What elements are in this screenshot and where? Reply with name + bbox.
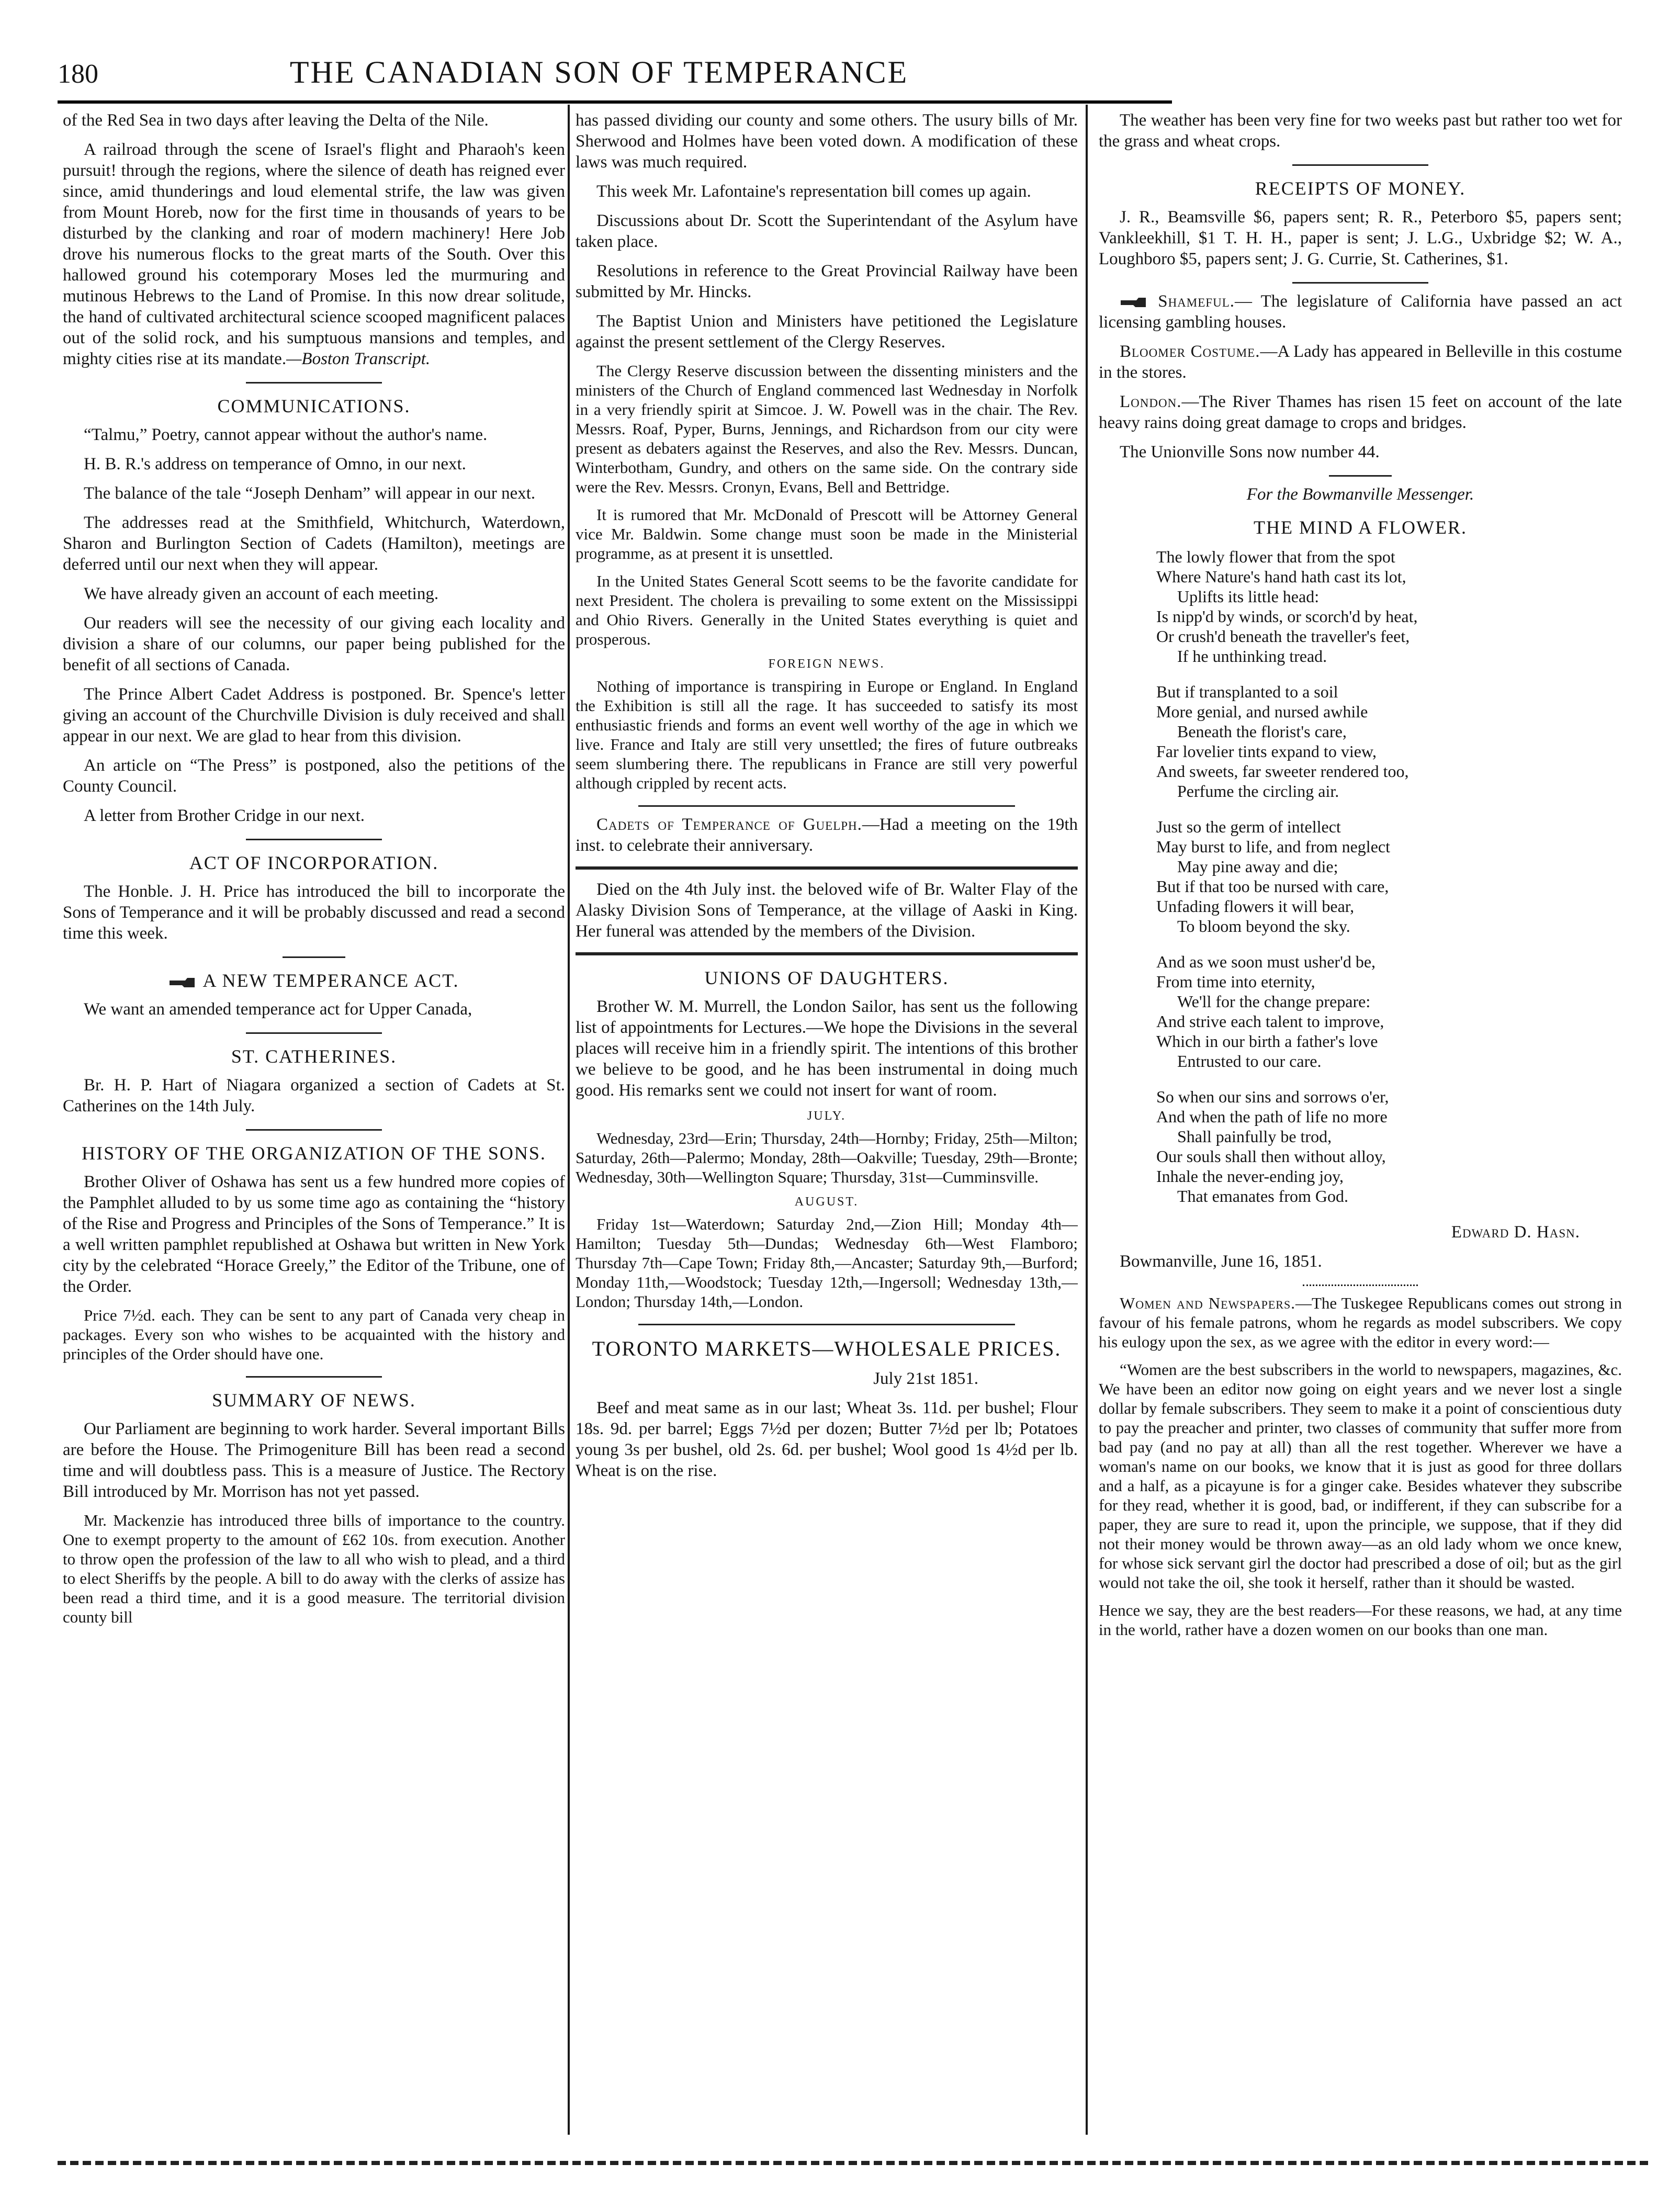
poem-line: Uplifts its little head: [1177,587,1320,606]
poem-line: That emanates from God. [1177,1187,1348,1205]
pointing-hand-icon [168,976,198,989]
article-text: has passed dividing our county and some others. The usury bills of Mr. Sherwood and Holmes have been voted down. A modification of these laws was much required. [576,111,1078,172]
section-heading-foreign: FOREIGN NEWS. [768,657,885,671]
poem-line: Is nipp'd by winds, or scorch'd by heat, [1156,607,1418,626]
poem-line: Unfading flowers it will bear, [1156,897,1355,916]
notice-item: The Prince Albert Cadet Address is postponed. Br. Spence's letter giving an account of the Churchville Division is duly received and shall appear in our next. We are glad to hear from this division. [63,685,565,746]
section-rule [1303,1284,1418,1286]
quoted-text: “Women are the best subscribers in the world to newspapers, magazines, &c. We have been an editor now going on eight years and we never lost a single dollar by female subscribers. They seem to make it a point of conscientious duty to pay the preacher and printer, two classes of community that suffer more from bad pay (and no pay at all) than all the rest together. Wherever we have a woman's name on our books, we know that it is just as good for three dollars and a half, as a picayune is for a ginger cake. Besides whatever they subscribe for they read, whether it is good, bad, or indifferent, if they can subscribe for a paper, they are sure to read it, upon the principle, we suppose, that if they did not their money would be thrown away—as an old lady whom we once knew, for whose sick servant girl the doctor had prescribed a dose of oil; but as the girl would not take the oil, she took it herself, rather than it should be wasted. [1099,1360,1622,1592]
poem-line: So when our sins and sorrows o'er, [1156,1087,1389,1106]
section-rule [246,1376,382,1378]
section-rule [246,382,382,384]
article-text: Died on the 4th July inst. the beloved wife of Br. Walter Flay of the Alasky Division Sons of Temperance, at the village of Aaski in King. Her funeral was attended by the members of the Division. [576,880,1078,941]
poem-line: May burst to life, and from neglect [1156,837,1390,856]
poem-line: If he unthinking tread. [1177,647,1327,666]
markets-date: July 21st 1851. [873,1369,978,1388]
section-rule [576,952,1078,955]
poem [1156,547,1622,1206]
poem-title: THE MIND A FLOWER. [1254,517,1467,538]
article-text: It is rumored that Mr. McDonald of Prescott will be Attorney General vice Mr. Baldwin. Some change must soon be made in the Ministerial programme, as at present it is unsettled. [576,505,1078,562]
article-text: This week Mr. Lafontaine's representation bill comes up again. [596,182,1031,201]
section-rule [638,1324,1015,1325]
article-text: Discussions about Dr. Scott the Superintendant of the Asylum have taken place. [576,211,1078,251]
article-text: Cadets of Temperance of Guelph.—Had a meeting on the 19th inst. to celebrate their anniversary. [576,815,1078,855]
notice-item: We have already given an account of each meeting. [84,584,439,603]
notice-item: “Talmu,” Poetry, cannot appear without the author's name. [84,425,488,444]
article-text: The Unionville Sons now number 44. [1120,443,1380,461]
article-text: In the United States General Scott seems to be the favorite candidate for next President. The cholera is prevailing to some extent on the Mississippi and Ohio Rivers. Generally in the United States everything is quiet and prosperous. [576,572,1078,648]
section-rule [1292,282,1428,284]
poem-line: More genial, and nursed awhile [1156,702,1368,721]
article-text: The Honble. J. H. Price has introduced the bill to incorporate the Sons of Temperance and it will be probably discussed and read a second time this week. [63,882,565,943]
section-rule [576,866,1078,870]
poem-line: Or crush'd beneath the traveller's feet, [1156,627,1410,646]
page-header [58,52,1141,99]
article-text: Brother W. M. Murrell, the London Sailor, has sent us the following list of appointments for Lectures.—We hope the Divisions in the several places will receive him in a friendly spirit. The intentions of this brother we believe to be good, and he has been instrumental in doing much good. His remarks sent we could not insert for want of room. [576,997,1078,1100]
article-text: Brother Oliver of Oshawa has sent us a few hundred more copies of the Pamphlet alluded to by us some time ago as containing the “history of the Rise and Progress and Principles of the Sons of Temperance.” It is a well written pamphlet republished at Oshawa but written in New York city by the celebrated “Horace Greely,” the Editor of the Tribune, one of the Order. [63,1173,565,1296]
notice-item: An article on “The Press” is postponed, also the petitions of the County Council. [63,756,565,796]
section-rule [246,1129,382,1131]
column-2 [576,110,1078,2135]
newspaper-title: THE CANADIAN SON OF TEMPERANCE [289,55,909,89]
article-text: Bloomer Costume.—A Lady has appeared in Belleville in this costume in the stores. [1099,342,1622,382]
poem-line: But if that too be nursed with care, [1156,877,1389,896]
poem-line: The lowly flower that from the spot [1156,547,1395,566]
article-text: Our Parliament are beginning to work harder. Several important Bills are before the House. The Primogeniture Bill has been read a second time and will doubtless pass. This is a measure of Justice. The Rectory Bill introduced by Mr. Morrison has not yet passed. [63,1419,565,1501]
section-rule [1292,164,1428,166]
section-heading-history: HISTORY OF THE ORGANIZATION OF THE SONS. [82,1143,546,1164]
poem-stanza [1156,952,1622,1071]
section-heading-summary: SUMMARY OF NEWS. [212,1390,416,1411]
poem-line: From time into eternity, [1156,972,1315,991]
notice-item: The addresses read at the Smithfield, Whitchurch, Waterdown, Sharon and Burlington Section of Cadets (Hamilton), meetings are deferred until our next when they will appear. [63,513,565,574]
article-text: We want an amended temperance act for Upper Canada, [84,1000,472,1019]
poem-line: And when the path of life no more [1156,1107,1388,1126]
poem-line: And as we soon must usher'd be, [1156,952,1376,971]
receipts-list: J. R., Beamsville $6, papers sent; R. R., Peterboro $5, papers sent; Vankleekhill, $1 T. H. H., paper is sent; J. L.G., Uxbridge $2; W. A., Loughboro $5, papers sent; J. G. Currie, St. Catherines, $1. [1099,208,1622,268]
month-label-july: JULY. [807,1109,847,1123]
section-heading-communications: COMMUNICATIONS. [217,396,411,416]
poem-line: We'll for the change prepare: [1177,992,1371,1011]
poem-stanza [1156,817,1622,936]
article-text: Shameful.— The legislature of California have passed an act licensing gambling houses. [1099,292,1622,332]
poem-line: Perfume the circling air. [1177,782,1339,801]
notice-item: Our readers will see the necessity of our giving each locality and division a share of our columns, our paper being published for the benefit of all sections of Canada. [63,614,565,674]
section-heading-new-act: A NEW TEMPERANCE ACT. [63,970,565,991]
section-heading-receipts: RECEIPTS OF MONEY. [1255,178,1466,199]
section-rule [283,956,345,958]
appointment-list: Friday 1st—Waterdown; Saturday 2nd,—Zion Hill; Monday 4th—Hamilton; Tuesday 5th—Dundas; Wednesday 6th—West Flamboro; Thursday 7th—Cape Town; Friday 8th,—Ancaster; Saturday 9th,—Burford; Monday 11th,—Woodstock; Tuesday 12th,—Ingersoll; Wednesday 13th,—London; Thursday 14th,—London. [576,1215,1078,1311]
article-text: Resolutions in reference to the Great Provincial Railway have been submitted by Mr. Hincks. [576,262,1078,301]
section-rule [246,839,382,840]
poem-line: And sweets, far sweeter rendered too, [1156,762,1409,781]
section-rule [638,805,1015,807]
article-text: Beef and meat same as in our last; Wheat 3s. 11d. per bushel; Flour 18s. 9d. per barrel; Eggs 7½d per dozen; Butter 7½d per lb; Potatoes young 3s per bushel, old 2s. 6d. per bushel; Wool good 1s 4½d per lb. Wheat is on the rise. [576,1399,1078,1480]
section-rule [246,1032,382,1034]
page-number: 180 [58,59,98,89]
article-text: London.—The River Thames has risen 15 feet on account of the late heavy rains doing great damage to crops and bridges. [1099,392,1622,432]
poem-dateline: Bowmanville, June 16, 1851. [1120,1252,1322,1271]
article-text: A railroad through the scene of Israel's flight and Pharaoh's keen pursuit! through the regions, where the silence of death has reigned ever since, amid thunderings and loud elemental strife, the law was given from Mount Horeb, now for the first time in thousands of years to be disturbed by the clanking and roar of modern machinery! Here Job drove his numerous flocks to the great marts of the South. Over this hallowed ground his cotemporary Moses led the murmuring and mutinous Hebrews to the Land of Promise. In this now drear solitude, the hand of cultivated architectural science scooped magnificent palaces out of the solid rock, and his sumptuous mansions and temples, and mighty cities rise at its mandate.—Boston Transcript. [63,140,565,368]
section-heading-markets: TORONTO MARKETS—WHOLESALE PRICES. [592,1337,1062,1360]
poem-source: For the Bowmanville Messenger. [1246,485,1474,504]
header-rule [58,100,1172,104]
article-text: Hence we say, they are the best readers—For these reasons, we had, at any time in the world, rather have a dozen women on our books than one man. [1099,1601,1622,1639]
column-3 [1099,110,1622,2135]
poem-line: But if transplanted to a soil [1156,682,1338,701]
poem-line: May pine away and die; [1177,857,1338,876]
poem-line: Entrusted to our care. [1177,1052,1322,1071]
footer-rule [58,2161,1648,2165]
article-text: The weather has been very fine for two weeks past but rather too wet for the grass and wheat crops. [1099,111,1622,151]
section-rule [1329,475,1392,477]
poem-author: Edward D. Hasn. [1451,1223,1580,1242]
article-text: Mr. Mackenzie has introduced three bills of importance to the country. One to exempt property to the amount of £62 10s. from execution. Another to throw open the profession of the law to all who wish to plead, and a third to elect Sheriffs by the people. A bill to do away with the clerks of assize has been read a third time, and it is a good measure. The territorial division county bill [63,1511,565,1626]
poem-line: Where Nature's hand hath cast its lot, [1156,567,1406,586]
article-text: Nothing of importance is transpiring in Europe or England. In England the Exhibition is still all the rage. It has succeeded to satisfy its most enthusiastic friends and forms an event well worthy of the age in which we live. France and Italy are still very unsettled; the fires of future outbreaks seem slumbering there. The republicans in France are still very powerful although crippled by recent acts. [576,677,1078,792]
poem-line: And strive each talent to improve, [1156,1012,1384,1031]
poem-line: Far lovelier tints expand to view, [1156,742,1377,761]
column-1 [63,110,565,2135]
article-text: The Baptist Union and Ministers have petitioned the Legislature against the present settlement of the Clergy Reserves. [576,312,1078,352]
article-text: Women and Newspapers.—The Tuskegee Republicans comes out strong in favour of his female patrons, whom he regards as model subscribers. We copy his eulogy upon the sex, as we agree with the editor in every word:— [1099,1294,1622,1351]
section-heading-unions: UNIONS OF DAUGHTERS. [704,967,949,988]
section-heading-st-catherines: ST. CATHERINES. [231,1046,397,1067]
poem-line: Inhale the never-ending joy, [1156,1167,1344,1186]
appointment-list: Wednesday, 23rd—Erin; Thursday, 24th—Hornby; Friday, 25th—Milton; Saturday, 26th—Palermo; Monday, 28th—Oakville; Tuesday, 29th—Bronte; Wednesday, 30th—Wellington Square; Thursday, 31st—Cumminsville. [576,1129,1078,1186]
pointing-hand-icon [1120,296,1149,309]
source-credit: —Boston Transcript. [286,350,431,368]
poem-line: To bloom beyond the sky. [1177,917,1350,936]
notice-item: H. B. R.'s address on temperance of Omno, in our next. [84,455,466,474]
poem-stanza [1156,547,1622,666]
poem-line: Which in our birth a father's love [1156,1032,1378,1051]
poem-stanza [1156,682,1622,801]
article-text: The Clergy Reserve discussion between the dissenting ministers and the ministers of the Church of England commenced last Wednesday in Norfolk in a very friendly spirit at Simcoe. J. W. Powell was in the chair. The Rev. Messrs. Roaf, Pyper, Burns, Jennings, and Richardson from our city were present as debaters against the Reserves, and also the Rev. Messrs. Duncan, Winterbotham, Gundry, and others on the same side. On the contrary side were the Rev. Messrs. Cronyn, Evans, Bell and Bettridge. [576,362,1078,496]
poem-stanza [1156,1087,1622,1206]
column-divider-2 [1086,105,1088,2135]
notice-item: The balance of the tale “Joseph Denham” will appear in our next. [84,484,536,503]
section-heading-act: ACT OF INCORPORATION. [189,852,439,873]
notice-item: A letter from Brother Cridge in our next. [84,806,365,825]
poem-line: Our souls shall then without alloy, [1156,1147,1386,1166]
month-label-august: AUGUST. [794,1195,859,1209]
poem-line: Beneath the florist's care, [1177,722,1347,741]
article-text: Price 7½d. each. They can be sent to any part of Canada very cheap in packages. Every son who wishes to be acquainted with the history and principles of the Order should have one. [63,1306,565,1363]
article-text: of the Red Sea in two days after leaving the Delta of the Nile. [63,111,489,130]
column-divider-1 [568,105,570,2135]
poem-line: Just so the germ of intellect [1156,817,1341,836]
poem-line: Shall painfully be trod, [1177,1127,1332,1146]
article-text: Br. H. P. Hart of Niagara organized a section of Cadets at St. Catherines on the 14th July. [63,1076,565,1115]
